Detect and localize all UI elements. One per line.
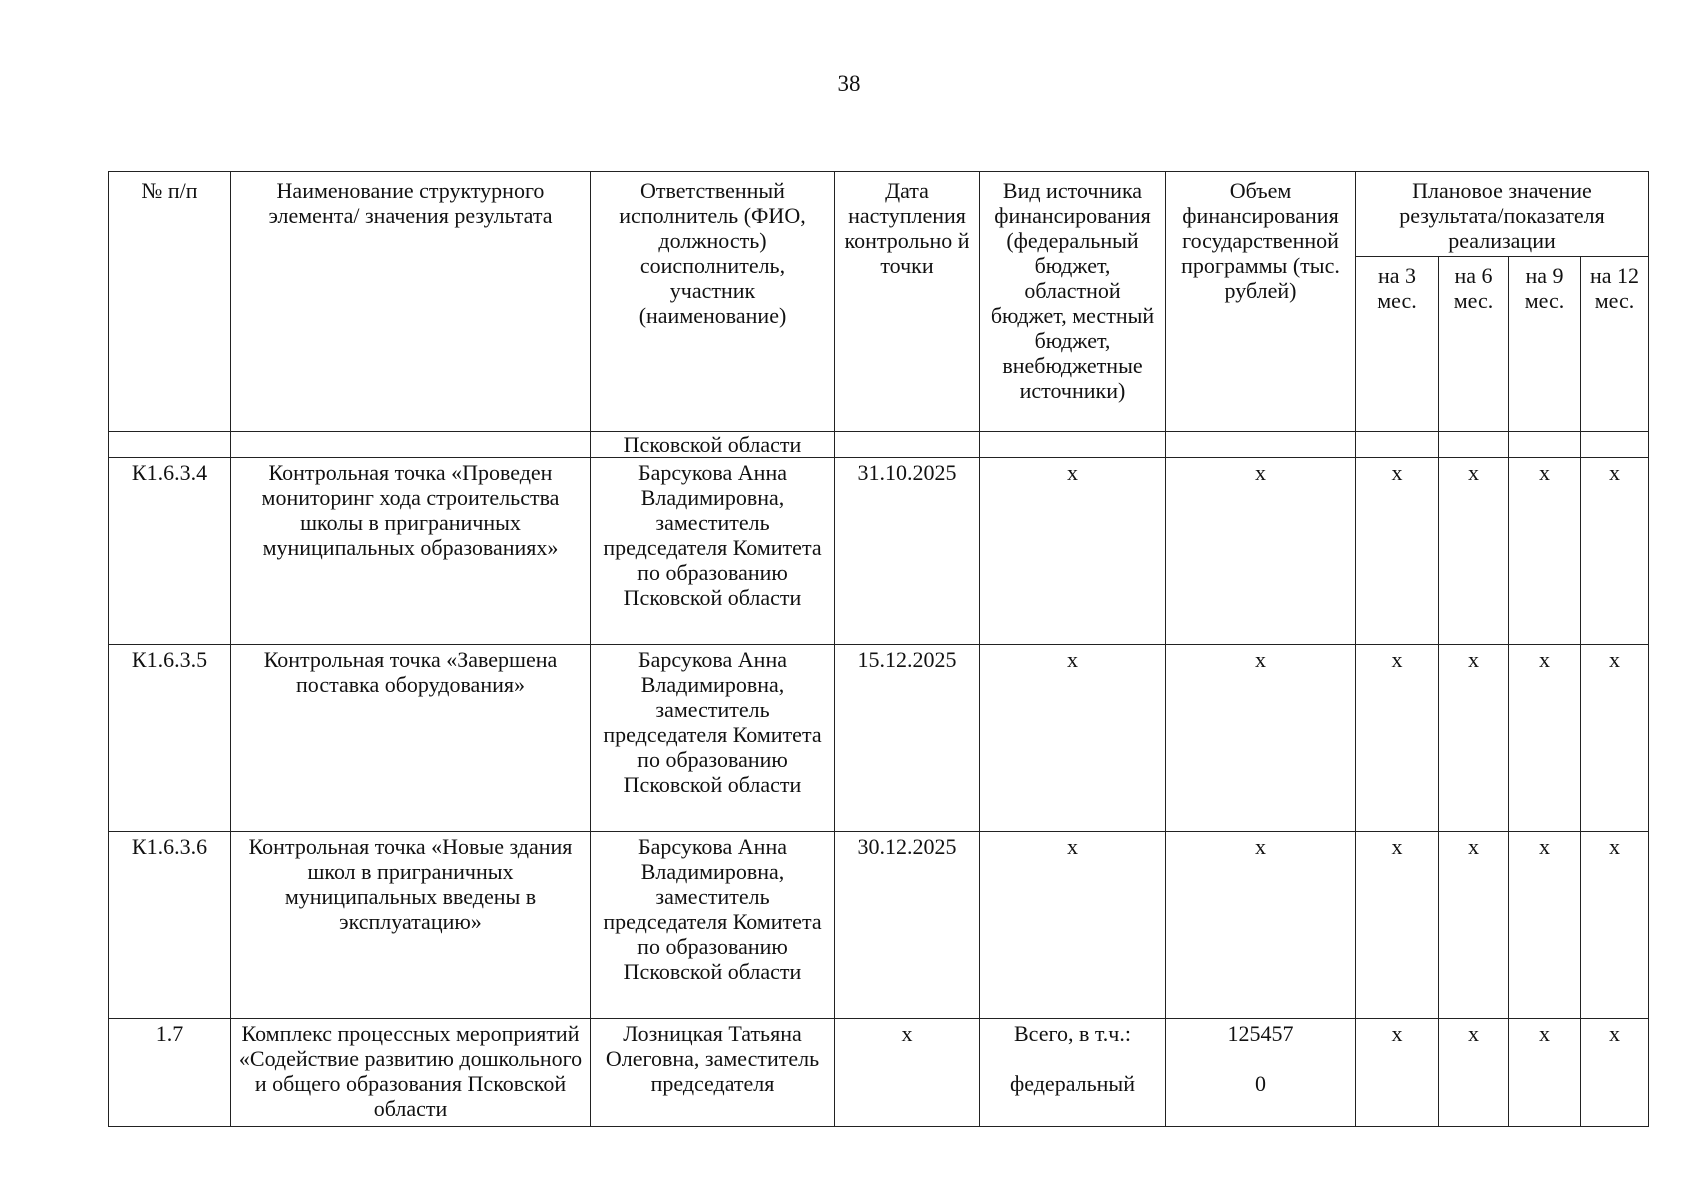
header-row: [109, 172, 1649, 257]
row-m3: х: [1356, 832, 1439, 1019]
continuation-responsible: Псковской области: [591, 432, 835, 458]
row-volume: х: [1166, 832, 1356, 1019]
control-points-table: [108, 171, 1649, 1127]
row-source: х: [980, 832, 1166, 1019]
continuation-empty-cell: [1581, 432, 1649, 458]
row-volume: х: [1166, 458, 1356, 645]
row-name: Комплекс процессных мероприятий «Содействие развитию дошкольного и общего образования Псковской области: [231, 1019, 591, 1127]
row-m12: х: [1581, 832, 1649, 1019]
row-m9: х: [1509, 645, 1581, 832]
row-m6: х: [1439, 645, 1509, 832]
row-m3: х: [1356, 645, 1439, 832]
row-responsible: Барсукова Анна Владимировна, заместитель председателя Комитета по образованию Псковской области: [591, 645, 835, 832]
header-m9: на 9 мес.: [1509, 257, 1581, 432]
row-responsible: Барсукова Анна Владимировна, заместитель председателя Комитета по образованию Псковской области: [591, 832, 835, 1019]
row-m6: х: [1439, 458, 1509, 645]
header-responsible: Ответственный исполнитель (ФИО, должность) соисполнитель, участник (наименование): [591, 172, 835, 432]
row-m12: х: [1581, 458, 1649, 645]
table-row-complex: [109, 1019, 1649, 1127]
continuation-empty-cell: [835, 432, 980, 458]
row-m3: х: [1356, 1019, 1439, 1127]
header-m6: на 6 мес.: [1439, 257, 1509, 432]
row-m9: х: [1509, 458, 1581, 645]
row-source: х: [980, 645, 1166, 832]
continuation-empty-cell: [1509, 432, 1581, 458]
header-planned: Плановое значение результата/показателя реализации: [1356, 172, 1649, 257]
header-date: Дата наступления контрольно й точки: [835, 172, 980, 432]
row-num: 1.7: [109, 1019, 231, 1127]
volume-federal: 0: [1255, 1071, 1266, 1096]
row-num: К1.6.3.5: [109, 645, 231, 832]
continuation-row: [109, 432, 1649, 458]
row-date: 15.12.2025: [835, 645, 980, 832]
continuation-name: [231, 432, 591, 458]
row-m12: х: [1581, 645, 1649, 832]
continuation-empty-cell: [980, 432, 1166, 458]
row-name: Контрольная точка «Новые здания школ в приграничных муниципальных введены в эксплуатацию»: [231, 832, 591, 1019]
continuation-num: [109, 432, 231, 458]
row-responsible: Барсукова Анна Владимировна, заместитель председателя Комитета по образованию Псковской области: [591, 458, 835, 645]
table-row: [109, 832, 1649, 1019]
row-responsible: Лозницкая Татьяна Олеговна, заместитель председателя: [591, 1019, 835, 1127]
row-m9: х: [1509, 1019, 1581, 1127]
header-m12: на 12 мес.: [1581, 257, 1649, 432]
row-m12: х: [1581, 1019, 1649, 1127]
volume-spacer: [1170, 1046, 1351, 1071]
header-volume: Объем финансирования государственной программы (тыс. рублей): [1166, 172, 1356, 432]
row-m3: х: [1356, 458, 1439, 645]
row-date: 31.10.2025: [835, 458, 980, 645]
row-date: 30.12.2025: [835, 832, 980, 1019]
continuation-empty-cell: [1439, 432, 1509, 458]
page-number: 38: [837, 71, 861, 96]
continuation-empty-cell: [1166, 432, 1356, 458]
row-source: х: [980, 458, 1166, 645]
volume-total: 125457: [1227, 1021, 1294, 1046]
header-source: Вид источника финансирования (федеральный бюджет, областной бюджет, местный бюджет, внебюджетные источники): [980, 172, 1166, 432]
row-m6: х: [1439, 832, 1509, 1019]
header-m3: на 3 мес.: [1356, 257, 1439, 432]
row-name: Контрольная точка «Завершена поставка оборудования»: [231, 645, 591, 832]
row-volume: х: [1166, 645, 1356, 832]
continuation-empty-cell: [1356, 432, 1439, 458]
table-row: [109, 645, 1649, 832]
source-spacer: [984, 1046, 1161, 1071]
row-name: Контрольная точка «Проведен мониторинг хода строительства школы в приграничных муниципальных образованиях»: [231, 458, 591, 645]
header-name: Наименование структурного элемента/ значения результата: [231, 172, 591, 432]
source-total: Всего, в т.ч.:: [1014, 1021, 1131, 1046]
header-num: № п/п: [109, 172, 231, 432]
table-row: [109, 458, 1649, 645]
source-federal: федеральный: [1010, 1071, 1135, 1096]
row-num: К1.6.3.4: [109, 458, 231, 645]
row-m6: х: [1439, 1019, 1509, 1127]
row-num: К1.6.3.6: [109, 832, 231, 1019]
row-date: х: [835, 1019, 980, 1127]
row-volume: [1166, 1019, 1356, 1127]
row-m9: х: [1509, 832, 1581, 1019]
row-source: [980, 1019, 1166, 1127]
